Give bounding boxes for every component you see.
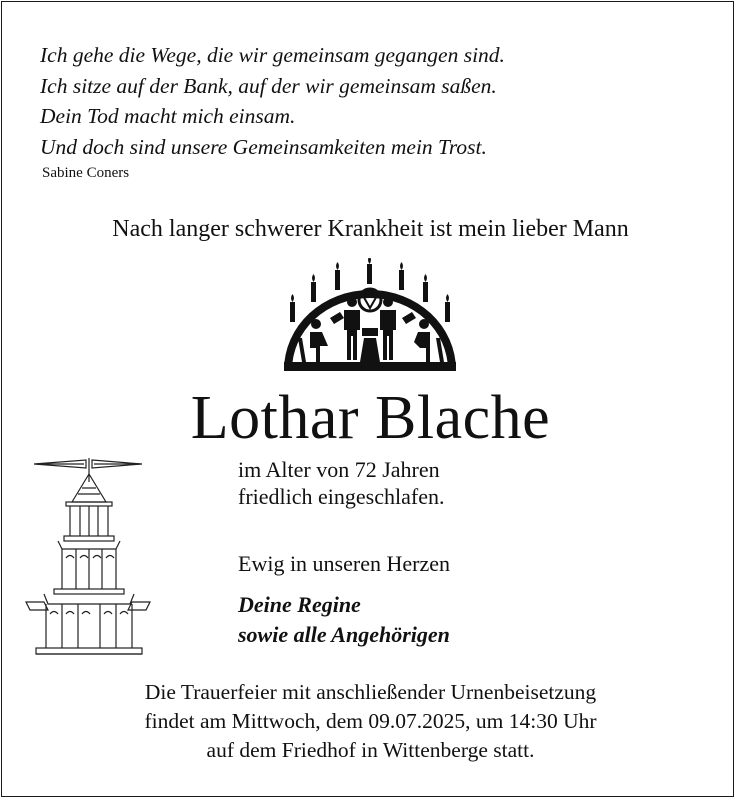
poem-line: Dein Tod macht mich einsam. bbox=[40, 104, 296, 128]
poem-line: Ich gehe die Wege, die wir gemeinsam gegangen sind. bbox=[40, 43, 505, 67]
poem-line: Ich sitze auf der Bank, auf der wir gemeinsam saßen. bbox=[40, 73, 497, 98]
service-line: Die Trauerfeier mit anschließender Urnenbeisetzung bbox=[144, 680, 597, 704]
poem bbox=[40, 40, 680, 162]
christmas-pyramid-icon bbox=[22, 454, 154, 662]
signer-line: Deine Regine bbox=[238, 592, 361, 617]
poem-line: Und doch sind unsere Gemeinsamkeiten mein Trost. bbox=[40, 134, 487, 159]
schwibbogen-candle-arch-icon bbox=[282, 258, 458, 374]
deceased-name: Lothar Blache bbox=[190, 384, 551, 452]
signer-line: sowie alle Angehörigen bbox=[238, 622, 450, 647]
age-line: im Alter von 72 Jahren bbox=[238, 457, 440, 482]
service-line: findet am Mittwoch, dem 09.07.2025, um 14:30 Uhr bbox=[144, 709, 597, 733]
age-info bbox=[238, 456, 444, 510]
service-line: auf dem Friedhof in Wittenberge statt. bbox=[206, 738, 535, 762]
service-info bbox=[2, 678, 737, 765]
hearts-line: Ewig in unseren Herzen bbox=[238, 551, 450, 576]
obituary-notice bbox=[1, 1, 734, 797]
signers bbox=[238, 590, 450, 650]
poem-author: Sabine Coners bbox=[42, 165, 130, 181]
status-line: friedlich eingeschlafen. bbox=[238, 484, 445, 509]
intro-line: Nach langer schwerer Krankheit ist mein lieber Mann bbox=[112, 216, 629, 242]
